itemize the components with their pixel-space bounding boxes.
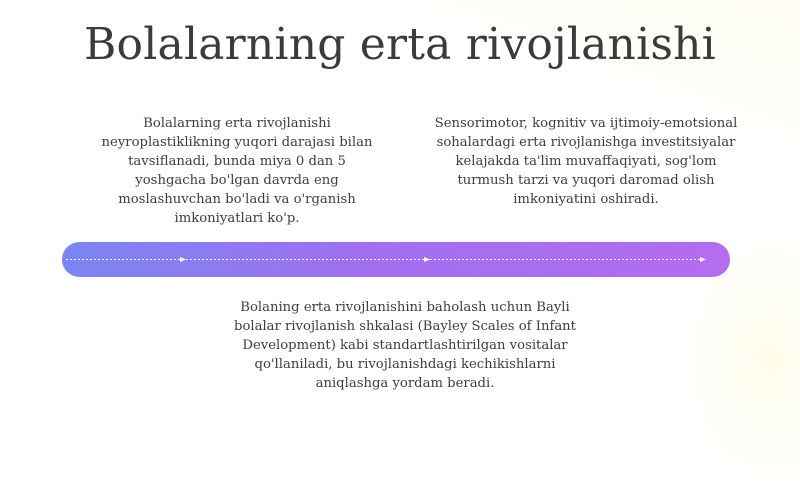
text-block-right: Sensorimotor, kognitiv va ijtimoiy-emotsional sohalardagi erta rivojlanishga investitsiyalar kelajakda ta'lim muvaffaqiyati, sog'lom turmush tarzi va yuqori daromad olish imkoniyatini oshiradi. <box>434 116 738 207</box>
timeline-arrow-1-icon <box>180 257 186 262</box>
text-block-left: Bolalarning erta rivojlanishi neyroplastiklikning yuqori darajasi bilan tavsiflanadi, bunda miya 0 dan 5 yoshgacha bo'lgan davrda eng moslashuvchan bo'ladi va o'rganish imkoniyatlari ko'p. <box>101 116 373 226</box>
timeline-arrow-3-icon <box>700 257 706 262</box>
slide-title: Bolalarning erta rivojlanishi <box>84 19 716 70</box>
timeline-bar <box>62 242 730 277</box>
text-block-bottom: Bolaning erta rivojlanishini baholash uchun Bayli bolalar rivojlanish shkalasi (Bayley Scales of Infant Development) kabi standartlashtirilgan vositalar qo'llaniladi, bu rivojlanishdagi kechikishlarni aniqlashga yordam beradi. <box>234 300 576 391</box>
timeline-arrows <box>62 242 730 277</box>
timeline-arrow-2-icon <box>424 257 430 262</box>
